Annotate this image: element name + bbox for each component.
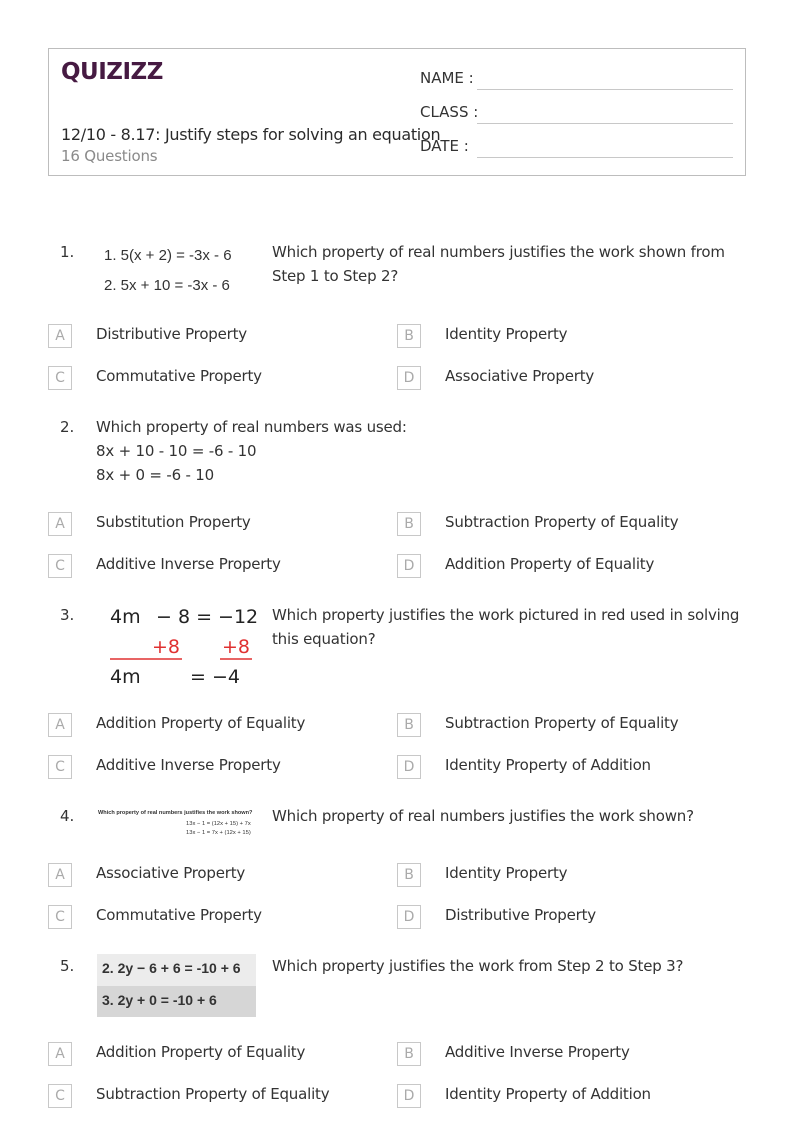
image-result-term: 4m: [110, 666, 141, 688]
option-letter: D: [397, 755, 421, 779]
question-number: 1.: [60, 243, 75, 261]
name-label: NAME :: [420, 69, 474, 87]
option-letter: A: [48, 863, 72, 887]
option-letter: A: [48, 1042, 72, 1066]
image-line-2: 3. 2y + 0 = -10 + 6: [102, 992, 217, 1008]
option-text: Subtraction Property of Equality: [445, 513, 679, 531]
question-text: Which property of real numbers justifies the work shown from Step 1 to Step 2?: [272, 243, 725, 285]
option-letter: B: [397, 713, 421, 737]
option-letter: C: [48, 755, 72, 779]
question-count: 16 Questions: [61, 147, 158, 165]
question-number: 4.: [60, 807, 75, 825]
image-line-2: 2. 5x + 10 = -3x - 6: [104, 277, 230, 294]
option-letter: B: [397, 863, 421, 887]
question-image: [97, 806, 257, 840]
option-text: Additive Inverse Property: [445, 1043, 630, 1061]
option-letter: D: [397, 905, 421, 929]
image-term: 4m: [110, 606, 141, 628]
name-line[interactable]: [477, 89, 733, 90]
option-text: Subtraction Property of Equality: [96, 1085, 330, 1103]
option-text: Addition Property of Equality: [96, 1043, 306, 1061]
option-text: Commutative Property: [96, 906, 262, 924]
option-letter: C: [48, 905, 72, 929]
option-text: Addition Property of Equality: [445, 555, 655, 573]
option-text: Associative Property: [96, 864, 246, 882]
option-letter: B: [397, 324, 421, 348]
quizizz-logo: QUIZIZZ: [61, 59, 163, 85]
date-label: DATE :: [420, 137, 469, 155]
image-rest: − 8 = −12: [156, 606, 259, 628]
question-text: Which property of real numbers was used:: [96, 418, 407, 436]
option-text: Identity Property of Addition: [445, 756, 651, 774]
option-letter: A: [48, 512, 72, 536]
option-text: Substitution Property: [96, 513, 251, 531]
option-letter: D: [397, 1084, 421, 1108]
image-caption: Which property of real numbers justifies the work shown?: [98, 810, 253, 816]
question-text: Which property of real numbers justifies the work shown?: [272, 807, 694, 825]
question-equation-1: 8x + 10 - 10 = -6 - 10: [96, 442, 257, 460]
option-text: Additive Inverse Property: [96, 756, 281, 774]
question-text: Which property justifies the work pictured in red used in solving this equation?: [272, 606, 740, 648]
image-result-rest: = −4: [190, 666, 240, 688]
option-letter: D: [397, 554, 421, 578]
question-image: [104, 603, 264, 689]
option-letter: D: [397, 366, 421, 390]
question-number: 2.: [60, 418, 75, 436]
option-letter: B: [397, 512, 421, 536]
date-line[interactable]: [477, 157, 733, 158]
option-text: Identity Property of Addition: [445, 1085, 651, 1103]
option-letter: C: [48, 1084, 72, 1108]
class-label: CLASS :: [420, 103, 479, 121]
image-line-2: 13x − 1 = 7x + (12x + 15): [186, 830, 251, 836]
option-text: Distributive Property: [445, 906, 596, 924]
question-equation-2: 8x + 0 = -6 - 10: [96, 466, 214, 484]
option-text: Addition Property of Equality: [96, 714, 306, 732]
question-text: Which property justifies the work from Step 2 to Step 3?: [272, 957, 684, 975]
class-line[interactable]: [477, 123, 733, 124]
option-letter: B: [397, 1042, 421, 1066]
image-line-1: 2. 2y − 6 + 6 = -10 + 6: [102, 960, 241, 976]
option-text: Commutative Property: [96, 367, 262, 385]
question-image: [98, 240, 258, 300]
image-line-1: 13x − 1 = (12x + 15) + 7x: [186, 821, 251, 827]
option-letter: C: [48, 554, 72, 578]
option-text: Additive Inverse Property: [96, 555, 281, 573]
option-text: Distributive Property: [96, 325, 247, 343]
option-text: Associative Property: [445, 367, 595, 385]
question-image: [97, 954, 256, 1017]
worksheet-header: [48, 48, 746, 176]
option-text: Identity Property: [445, 864, 568, 882]
question-number: 3.: [60, 606, 75, 624]
option-text: Subtraction Property of Equality: [445, 714, 679, 732]
image-red-right: +8: [222, 636, 251, 658]
worksheet-title: 12/10 - 8.17: Justify steps for solving an equation: [61, 125, 441, 144]
option-letter: C: [48, 366, 72, 390]
image-red-left: +8: [152, 636, 181, 658]
image-line-1: 1. 5(x + 2) = -3x - 6: [104, 247, 232, 264]
option-letter: A: [48, 324, 72, 348]
option-text: Identity Property: [445, 325, 568, 343]
option-letter: A: [48, 713, 72, 737]
question-number: 5.: [60, 957, 75, 975]
